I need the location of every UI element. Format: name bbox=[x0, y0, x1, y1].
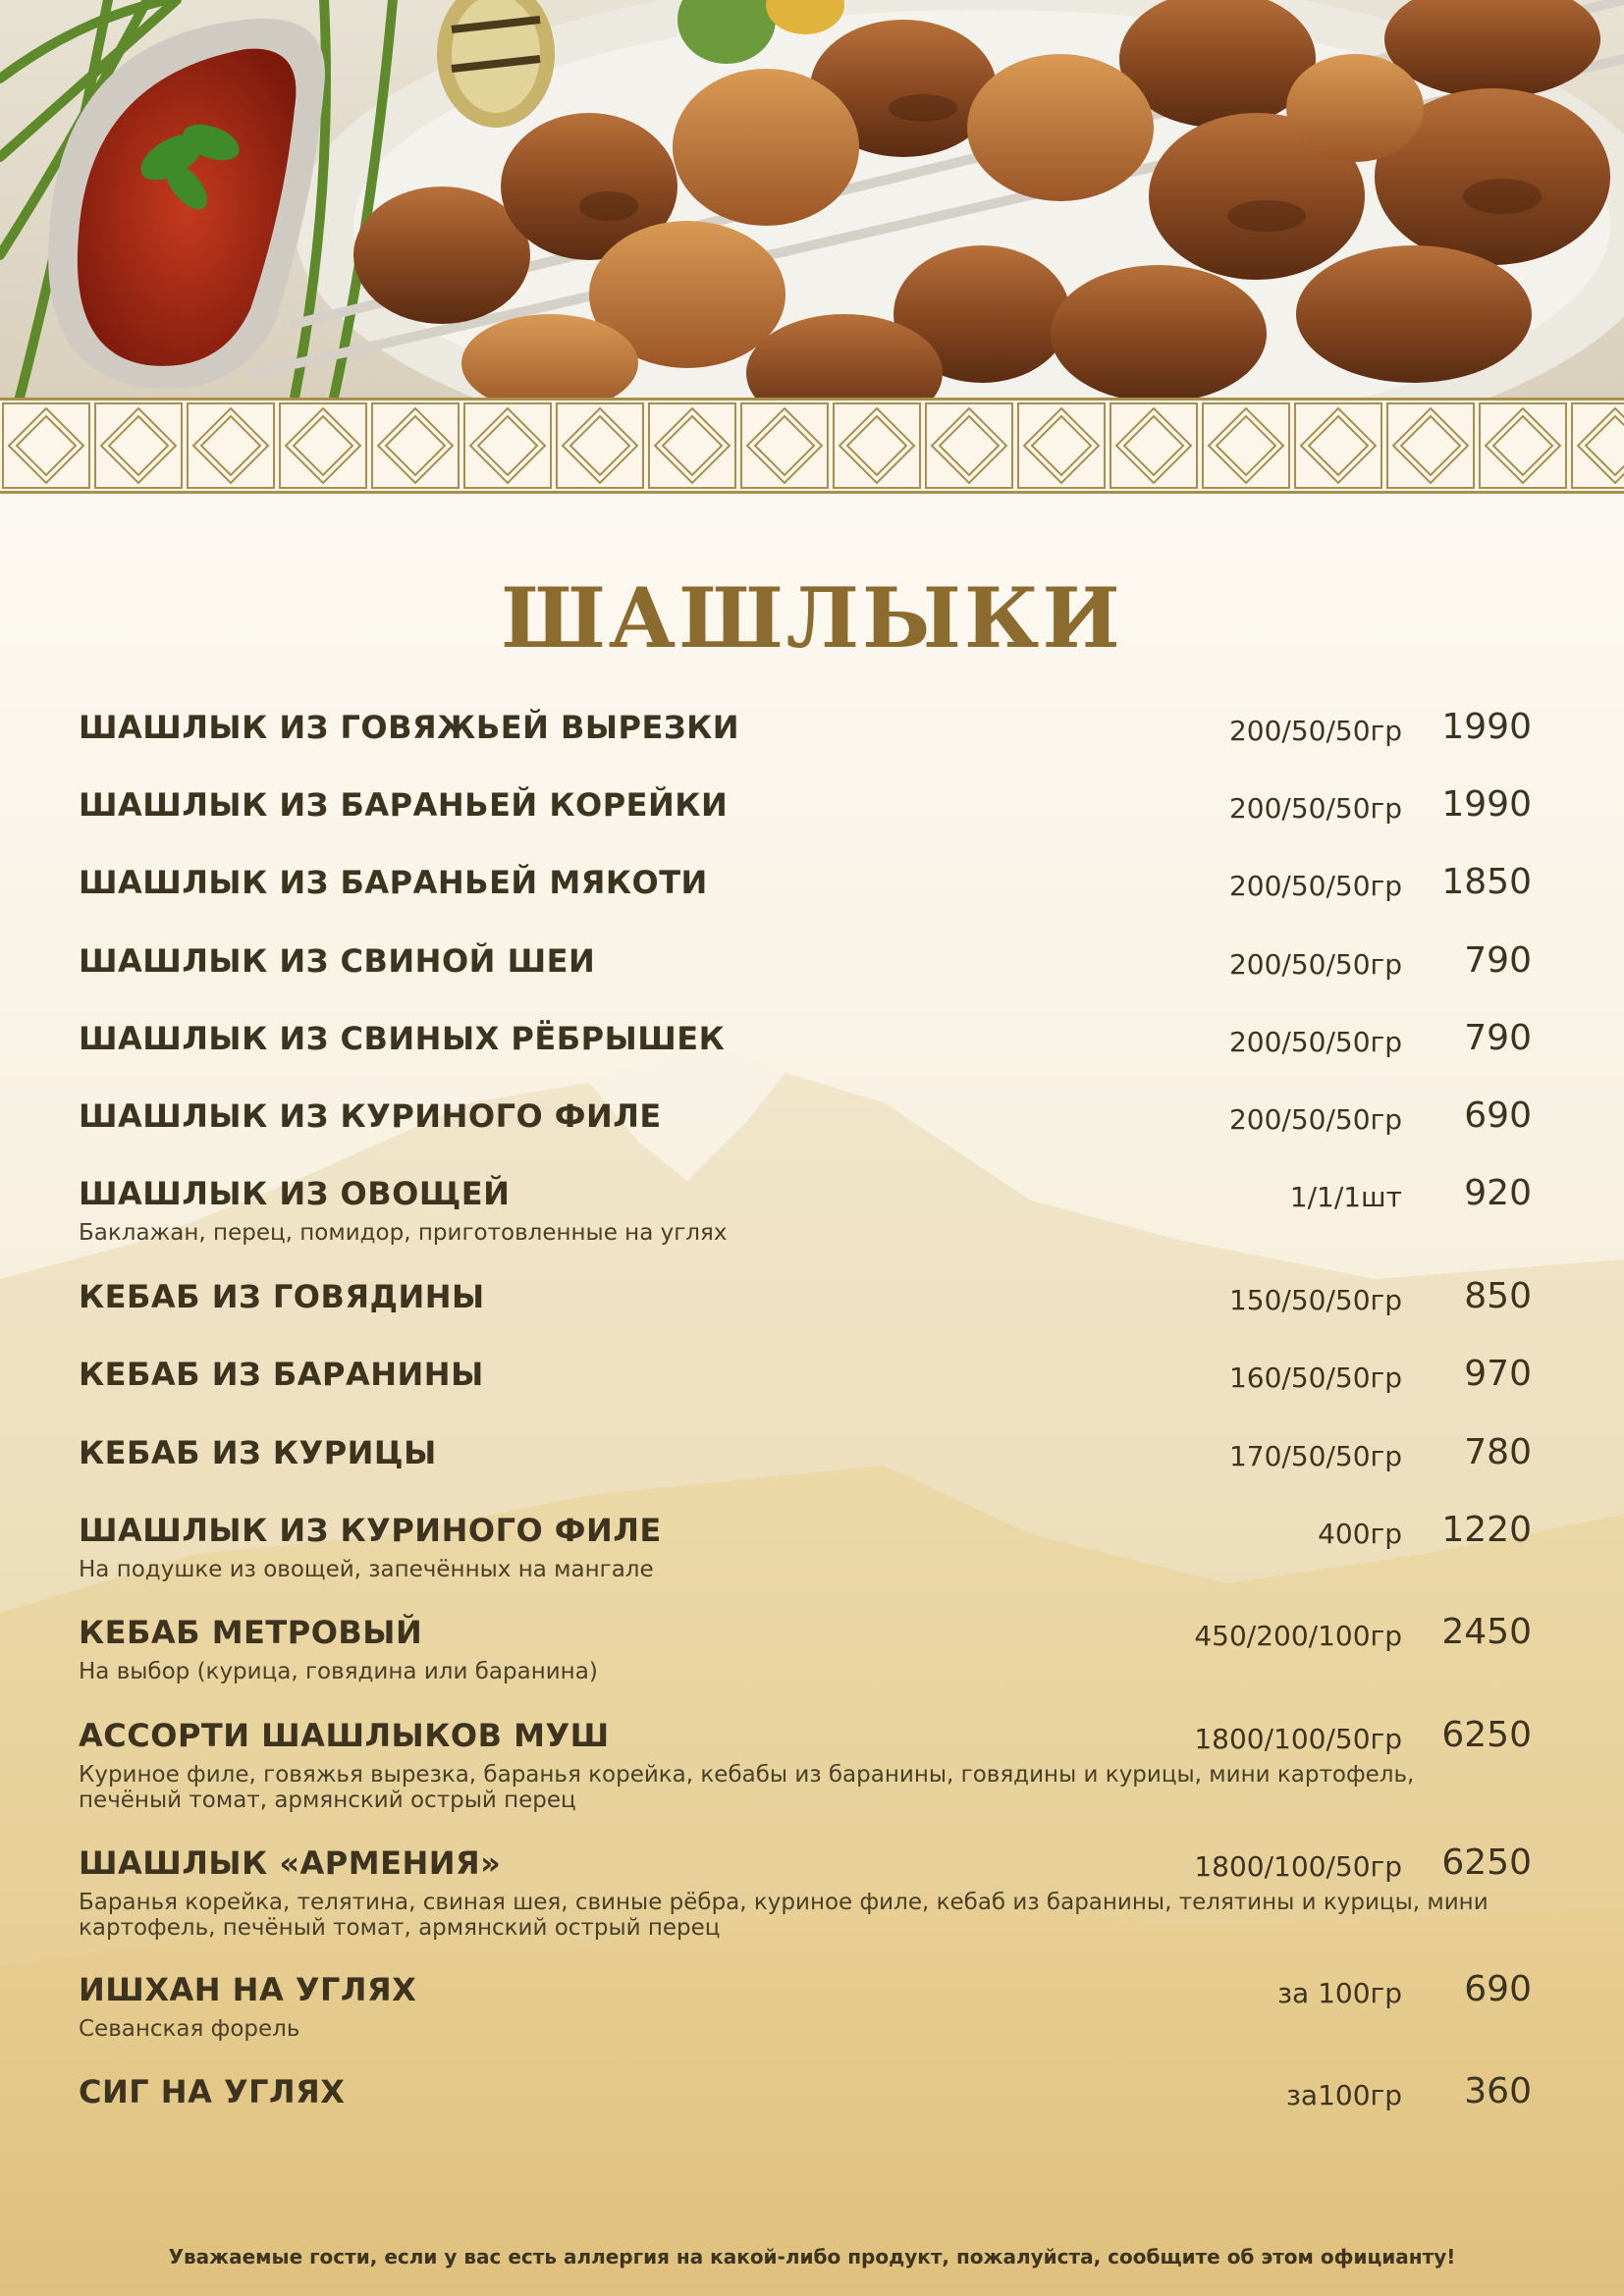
item-weight: за 100гр bbox=[1277, 1977, 1402, 2009]
item-name: КЕБАБ ИЗ ГОВЯДИНЫ bbox=[79, 1278, 485, 1315]
allergy-note: Уважаемые гости, если у вас есть аллергия на какой-либо продукт, пожалуйста, сообщите об этом официанту! bbox=[168, 2245, 1456, 2269]
item-description: Куриное филе, говяжья вырезка, баранья корейка, кебабы из баранины, говядины и курицы, мини картофель, печёный томат, армянский острый перец bbox=[79, 1762, 1415, 1813]
item-weight: 1/1/1шт bbox=[1289, 1181, 1402, 1213]
item-weight: 400гр bbox=[1318, 1518, 1402, 1550]
item-weight: 200/50/50гр bbox=[1228, 715, 1402, 747]
item-weight: 170/50/50гр bbox=[1228, 1440, 1402, 1472]
item-name: ШАШЛЫК «АРМЕНИЯ» bbox=[79, 1844, 502, 1882]
item-price: 1990 bbox=[1441, 784, 1532, 825]
item-name: КЕБАБ ИЗ КУРИЦЫ bbox=[79, 1434, 437, 1471]
item-price: 920 bbox=[1464, 1173, 1532, 1213]
item-price: 690 bbox=[1464, 1095, 1532, 1136]
item-weight: 150/50/50гр bbox=[1228, 1284, 1402, 1316]
item-description: Баранья корейка, телятина, свиная шея, свиные рёбра, куриное филе, кебаб из баранины, телятины и курицы, мини картофель, печёный томат, армянский острый перец bbox=[79, 1890, 1489, 1941]
item-name: СИГ НА УГЛЯХ bbox=[79, 2073, 346, 2110]
menu-title: ШАШЛЫКИ bbox=[501, 569, 1123, 667]
item-price: 2450 bbox=[1441, 1612, 1532, 1652]
item-price: 360 bbox=[1464, 2071, 1532, 2111]
item-name: ШАШЛЫК ИЗ СВИНЫХ РЁБРЫШЕК bbox=[79, 1020, 726, 1057]
item-weight: 200/50/50гр bbox=[1228, 1026, 1402, 1058]
item-weight: 200/50/50гр bbox=[1228, 948, 1402, 981]
item-weight: 200/50/50гр bbox=[1228, 792, 1402, 825]
item-description: Севанская форель bbox=[79, 2016, 300, 2042]
item-name: ИШХАН НА УГЛЯХ bbox=[79, 1971, 417, 2008]
item-weight: 200/50/50гр bbox=[1228, 1103, 1402, 1136]
item-price: 850 bbox=[1464, 1276, 1532, 1316]
item-price: 1850 bbox=[1441, 862, 1532, 902]
item-weight: 160/50/50гр bbox=[1228, 1362, 1402, 1394]
item-price: 790 bbox=[1464, 1018, 1532, 1058]
item-description: На подушке из овощей, запечённых на мангале bbox=[79, 1557, 654, 1582]
item-description: Баклажан, перец, помидор, приготовленные на углях bbox=[79, 1220, 728, 1246]
item-name: ШАШЛЫК ИЗ КУРИНОГО ФИЛЕ bbox=[79, 1097, 662, 1135]
item-name: КЕБАБ ИЗ БАРАНИНЫ bbox=[79, 1356, 484, 1393]
item-price: 780 bbox=[1464, 1432, 1532, 1472]
item-price: 6250 bbox=[1441, 1715, 1532, 1755]
item-price: 1990 bbox=[1441, 707, 1532, 747]
item-price: 1220 bbox=[1441, 1510, 1532, 1550]
item-name: КЕБАБ МЕТРОВЫЙ bbox=[79, 1614, 423, 1651]
item-weight: за100гр bbox=[1286, 2079, 1402, 2111]
item-name: ШАШЛЫК ИЗ БАРАНЬЕЙ КОРЕЙКИ bbox=[79, 786, 729, 824]
item-weight: 1800/100/50гр bbox=[1194, 1723, 1402, 1755]
item-name: ШАШЛЫК ИЗ СВИНОЙ ШЕИ bbox=[79, 942, 596, 980]
item-name: ШАШЛЫК ИЗ ГОВЯЖЬЕЙ ВЫРЕЗКИ bbox=[79, 709, 740, 746]
item-name: ШАШЛЫК ИЗ КУРИНОГО ФИЛЕ bbox=[79, 1512, 662, 1549]
item-name: ШАШЛЫК ИЗ ОВОЩЕЙ bbox=[79, 1175, 511, 1212]
item-weight: 200/50/50гр bbox=[1228, 870, 1402, 902]
item-weight: 450/200/100гр bbox=[1194, 1620, 1402, 1652]
item-price: 790 bbox=[1464, 940, 1532, 981]
item-price: 6250 bbox=[1441, 1842, 1532, 1883]
item-description: На выбор (курица, говядина или баранина) bbox=[79, 1659, 598, 1684]
item-name: ШАШЛЫК ИЗ БАРАНЬЕЙ МЯКОТИ bbox=[79, 864, 708, 901]
item-price: 970 bbox=[1464, 1354, 1532, 1394]
item-weight: 1800/100/50гр bbox=[1194, 1850, 1402, 1883]
item-price: 690 bbox=[1464, 1969, 1532, 2009]
item-name: АССОРТИ ШАШЛЫКОВ МУШ bbox=[79, 1717, 610, 1754]
